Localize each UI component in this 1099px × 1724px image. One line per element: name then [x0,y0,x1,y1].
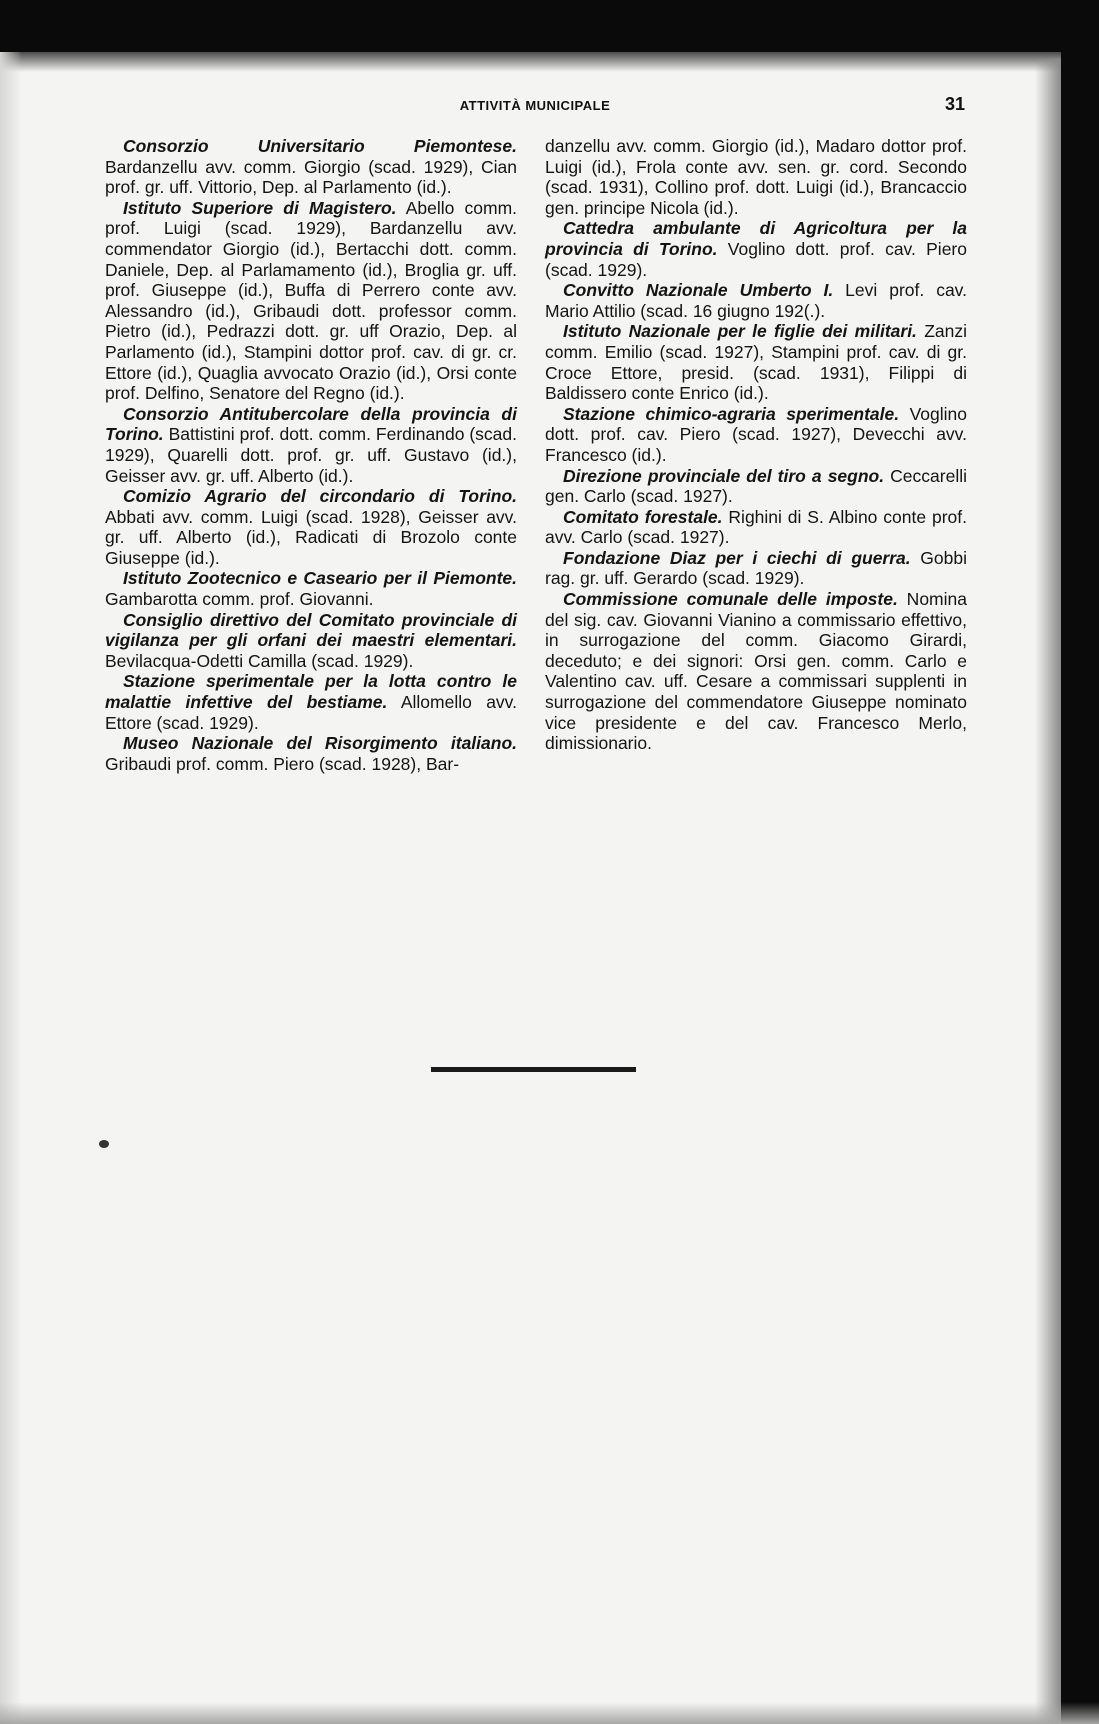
entry-members: Gribaudi prof. comm. Piero (scad. 1928), Bar- [105,753,460,774]
entry-members: Voglino dott. prof. cav. Piero (scad. 1929). [545,238,967,280]
entry-members: Nomina del sig. cav. Giovanni Vianino a commissario effettivo, in surrogazione del comm. Giacomo Girardi, deceduto; e dei signori: Orsi gen. comm. Carlo e Valentino cav. uff. Cesare a commissari supplenti in surrogazione del commendatore Giuseppe nominato vice presidente e del cav. Francesco Merlo, dimissionario. [545,589,967,754]
entry-members: danzellu avv. comm. Giorgio (id.), Madaro dottor prof. Luigi (id.), Frola conte avv. sen. gr. cord. Secondo (scad. 1931), Collino prof. dott. Luigi (id.), Brancaccio gen. principe Nicola (id.). [545,136,967,218]
entry-members: Zanzi comm. Emilio (scad. 1927), Stampini prof. cav. di gr. Croce Ettore, presid. (scad. 1931), Filippi di Baldissero conte Enrico (id.). [545,321,968,404]
institution-name: Consorzio Universitario Piemontese. [123,136,517,156]
directory-entry [545,218,967,280]
entry-members: Levi prof. cav. Mario Attilio (scad. 16 giugno 192(.). [545,280,967,321]
entry-members: Gobbi rag. gr. uff. Gerardo (scad. 1929). [545,547,967,589]
entry-members: Bardanzellu avv. comm. Giorgio (scad. 1929), Cian prof. gr. uff. Vittorio, Dep. al Parlamento (id.). [105,156,517,198]
institution-name: Museo Nazionale del Risorgimento italiano. [123,733,517,754]
institution-name: Istituto Superiore di Magistero. [123,197,397,218]
directory-entry [545,507,967,548]
directory-entry [105,671,517,733]
institution-name: Comitato forestale. [563,506,723,527]
institution-name: Istituto Zootecnico e Caseario per il Piemonte. [123,568,517,589]
page-number: 31 [944,94,965,114]
directory-entry [105,733,517,774]
directory-entry [545,466,967,507]
right-column [545,136,967,754]
scan-border-right [1061,0,1099,1724]
entry-members: Battistini prof. dott. comm. Ferdinando (scad. 1929), Quarelli dott. prof. gr. uff. Gustavo (id.), Geisser avv. gr. uff. Alberto (id.). [105,424,517,486]
scan-border-top [0,0,1099,52]
directory-entry [545,589,967,754]
scan-shadow-right [1035,60,1061,1724]
institution-name: Fondazione Diaz per i ciechi di guerra. [563,547,911,568]
directory-entry [545,321,967,403]
directory-entry [545,280,967,321]
institution-name: Convitto Nazionale Umberto I. [563,280,834,301]
section-rule [431,1067,636,1072]
institution-name: Consiglio direttivo del Comitato provinciale di vigilanza per gli orfani dei maestri elementari. [105,609,517,651]
entry-members: Ceccarelli gen. Carlo (scad. 1927). [545,465,967,507]
directory-entry [105,568,517,609]
institution-name: Direzione provinciale del tiro a segno. [563,465,885,486]
directory-entry [105,136,517,198]
institution-name: Stazione sperimentale per la lotta contro le malattie infettive del bestiame. [105,671,517,713]
directory-entry [545,404,967,466]
entry-members: Bevilacqua-Odetti Camilla (scad. 1929). [105,650,414,671]
institution-name: Cattedra ambulante di Agricoltura per la provincia di Torino. [545,218,967,259]
institution-name: Consorzio Antitubercolare della provincia di Torino. [105,403,517,445]
entry-members: Allomello avv. Ettore (scad. 1929). [105,692,517,733]
directory-entry [105,486,517,568]
institution-name: Stazione chimico-agraria sperimentale. [563,403,900,424]
entry-members: Righini di S. Albino conte prof. avv. Carlo (scad. 1927). [545,506,968,548]
running-head: ATTIVITÀ MUNICIPALE [459,98,611,113]
scan-shadow-bottom [0,1702,1099,1724]
left-column [105,136,517,774]
directory-entry [105,404,517,486]
entry-members: Abello comm. prof. Luigi (scad. 1929), Bardanzellu avv. commendator Giorgio (id.), Bertacchi dott. comm. Daniele, Dep. al Parlamamento (id.), Broglia gr. uff. prof. Giuseppe (id.), Buffa di Perrero conte avv. Alessandro (id.), Gribaudi dott. professor comm. Pietro (id.), Pedrazzi dott. gr. uff Orazio, Dep. al Parlamento (id.), Stampini dottor prof. cav. di gr. cr. Ettore (id.), Quaglia avvocato Orazio (id.), Orsi conte prof. Delfino, Senatore del Regno (id.). [105,197,518,404]
institution-name: Istituto Nazionale per le figlie dei militari. [563,321,917,342]
directory-entry [105,198,517,404]
page-header [105,94,965,122]
institution-name: Commissione comunale delle imposte. [563,589,898,610]
entry-members: Voglino dott. prof. cav. Piero (scad. 1927), Devecchi avv. Francesco (id.). [545,403,967,465]
directory-entry [545,548,967,589]
directory-entry [105,610,517,672]
directory-entry [545,136,967,218]
ink-smudge [99,1140,109,1148]
entry-members: Abbati avv. comm. Luigi (scad. 1928), Geisser avv. gr. uff. Alberto (id.), Radicati di Brozolo conte Giuseppe (id.). [105,506,517,568]
scan-shadow-left [0,52,22,1724]
entry-members: Gambarotta comm. prof. Giovanni. [105,589,374,610]
institution-name: Comizio Agrario del circondario di Torino. [123,486,517,507]
scan-shadow-top [0,52,1099,72]
